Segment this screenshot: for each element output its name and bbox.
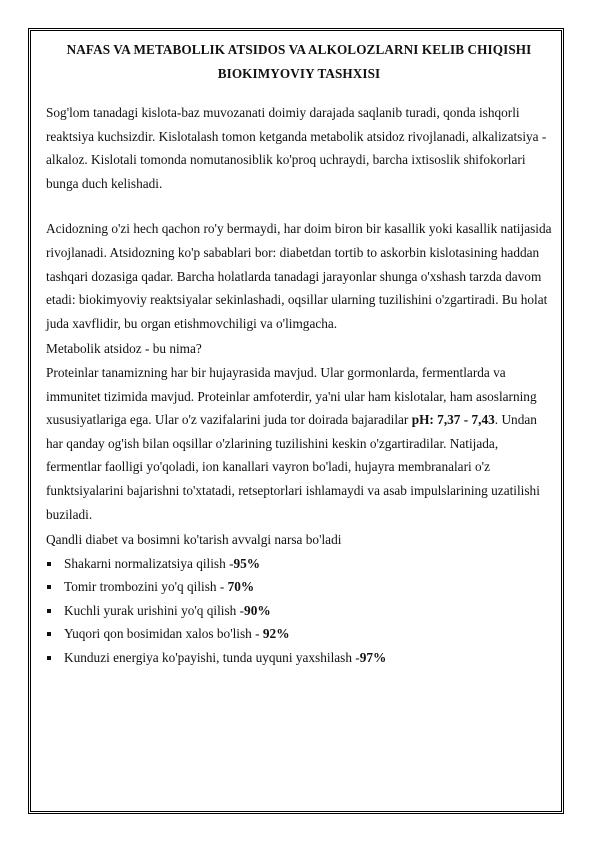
list-item-text: Yuqori qon bosimidan xalos bo'lish - (64, 626, 263, 642)
bullet-icon (47, 585, 51, 589)
bullet-icon (47, 562, 51, 566)
list-item-percent: 97% (359, 650, 387, 666)
list-intro: Qandli diabet va bosimni ko'tarish avvalgi narsa bo'ladi (46, 532, 342, 548)
list-item-percent: 92% (262, 626, 290, 642)
document-title: NAFAS VA METABOLLIK ATSIDOS VA ALKOLOZLARNI KELIB CHIQISHI BIOKIMYOVIY TASHXISI (66, 42, 532, 81)
acidosis-causes-paragraph: Acidozning o'zi hech qachon ro'y bermaydi, har doim biron bir kasallik yoki kasallik natijasida rivojlanadi. Atsidozning ko'p sabablari bor: diabetdan tortib to askorbin kislotasining haddan tashqari dozasiga qadar. Barcha holatlarda tanadagi jarayonlar shunga o'xshash tarzda davom etadi: biokimyoviy reaktsiyalar sekinlashadi, oqsillar ularning tuzilishini o'zgartiradi. Bu holat juda xavflidir, bu organ etishmovchiligi va o'limgacha. (46, 221, 552, 331)
protein-text-end: . Undan har qanday og'ish bilan oqsillar o'zlarining tuzilishini keskin o'zgartiradilar. Natijada, fermentlar faolligi yo'qoladi, ion kanallari vayron bo'ladi, hujayra membranalari o'z funktsiyalarini bajarishni to'xtatadi, retseptorlari ishlamaydi va asab impulslarining uzatilishi buziladi. (46, 412, 540, 522)
list-item-text: Tomir trombozini yo'q qilish - (64, 579, 228, 595)
list-item (46, 599, 552, 623)
list-item-text: Kuchli yurak urishini yo'q qilish - (64, 602, 245, 618)
list-item-percent: 90% (244, 602, 271, 618)
bullet-icon (47, 632, 51, 636)
list-item-percent: 70% (227, 579, 255, 595)
intro-paragraph: Sog'lom tanadagi kislota-baz muvozanati doimiy darajada saqlanib turadi, qonda ishqorli reaktsiya kuchsizdir. Kislotalash tomon ketganda metabolik atsidoz rivojlanadi, alkalizatsiya - alkaloz. Kislotali tomonda nomutanosiblik ko'proq uchraydi, barcha ixtisoslik shifokorlari bunga duch kelishadi. (46, 105, 547, 191)
list-item-percent: 95% (233, 555, 261, 571)
protein-paragraph (46, 361, 552, 526)
bullet-icon (47, 609, 51, 613)
list-item-text: Shakarni normalizatsiya qilish - (64, 555, 234, 571)
section-question: Metabolik atsidoz - bu nima? (46, 341, 202, 357)
list-item (46, 552, 552, 576)
list-item (46, 646, 552, 670)
document-body (46, 38, 552, 670)
list-item-text: Kunduzi energiya ko'payishi, tunda uyquni yaxshilash - (64, 650, 360, 666)
benefits-list (46, 552, 552, 670)
list-item (46, 622, 552, 646)
list-item (46, 575, 552, 599)
bullet-icon (47, 656, 51, 660)
ph-range: pH: 7,37 - 7,43 (411, 412, 495, 428)
protein-text-start: Proteinlar tanamizning har bir hujayrasida mavjud. Ular gormonlarda, fermentlarda va immunitet tizimida mavjud. Proteinlar amfoterdir, ya'ni ular ham kislotalar, ham asoslarning xususiyatlariga ega. Ular o'z vazifalarini juda tor doirada bajaradilar (46, 364, 537, 428)
